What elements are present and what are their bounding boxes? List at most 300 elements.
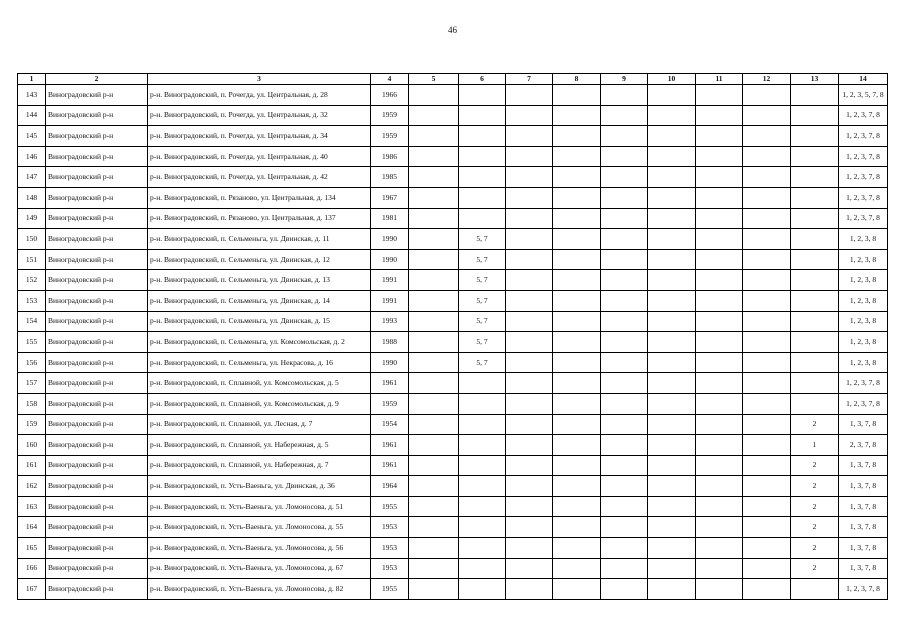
- district-cell: Виноградовский р-н: [46, 558, 148, 579]
- table-row: [18, 393, 888, 414]
- col14-cell: 1, 2, 3, 7, 8: [839, 167, 888, 188]
- col12-cell: [743, 332, 791, 353]
- row-number-cell: 156: [18, 352, 46, 373]
- address-cell: р-н. Виноградовский, п. Сплавной, ул. Набережная, д. 5: [148, 435, 371, 456]
- year-cell: 1955: [371, 579, 409, 600]
- year-cell: 1990: [371, 229, 409, 250]
- col9-cell: [601, 476, 648, 497]
- col10-cell: [648, 558, 696, 579]
- col11-cell: [696, 187, 743, 208]
- col5-cell: [409, 270, 459, 291]
- col11-cell: [696, 538, 743, 559]
- row-number-cell: 158: [18, 393, 46, 414]
- year-cell: 1993: [371, 311, 409, 332]
- col9-cell: [601, 393, 648, 414]
- table-row: [18, 373, 888, 394]
- col10-cell: [648, 290, 696, 311]
- address-cell: р-н. Виноградовский, п. Рочегда, ул. Центральная, д. 28: [148, 85, 371, 106]
- col10-cell: [648, 517, 696, 538]
- table-row: [18, 270, 888, 291]
- col9-cell: [601, 517, 648, 538]
- district-cell: Виноградовский р-н: [46, 414, 148, 435]
- column-header-10: 10: [648, 74, 696, 85]
- col10-cell: [648, 249, 696, 270]
- col9-cell: [601, 105, 648, 126]
- col10-cell: [648, 455, 696, 476]
- col7-cell: [506, 393, 553, 414]
- row-number-cell: 157: [18, 373, 46, 394]
- row-number-cell: 163: [18, 496, 46, 517]
- district-cell: Виноградовский р-н: [46, 290, 148, 311]
- col9-cell: [601, 167, 648, 188]
- col7-cell: [506, 187, 553, 208]
- year-cell: 1967: [371, 187, 409, 208]
- col7-cell: [506, 270, 553, 291]
- col5-cell: [409, 476, 459, 497]
- col7-cell: [506, 455, 553, 476]
- col7-cell: [506, 373, 553, 394]
- row-number-cell: 150: [18, 229, 46, 250]
- col9-cell: [601, 373, 648, 394]
- col12-cell: [743, 414, 791, 435]
- year-cell: 1991: [371, 270, 409, 291]
- col11-cell: [696, 455, 743, 476]
- column-header-12: 12: [743, 74, 791, 85]
- table-row: [18, 146, 888, 167]
- col7-cell: [506, 476, 553, 497]
- col13-cell: [791, 311, 839, 332]
- col6-cell: 5, 7: [459, 290, 506, 311]
- col5-cell: [409, 187, 459, 208]
- col10-cell: [648, 414, 696, 435]
- col10-cell: [648, 538, 696, 559]
- col12-cell: [743, 558, 791, 579]
- col13-cell: 2: [791, 517, 839, 538]
- col5-cell: [409, 290, 459, 311]
- district-cell: Виноградовский р-н: [46, 229, 148, 250]
- row-number-cell: 144: [18, 105, 46, 126]
- col13-cell: [791, 167, 839, 188]
- col11-cell: [696, 126, 743, 147]
- col13-cell: [791, 126, 839, 147]
- col9-cell: [601, 558, 648, 579]
- col8-cell: [553, 249, 601, 270]
- col5-cell: [409, 229, 459, 250]
- col13-cell: [791, 393, 839, 414]
- col13-cell: [791, 85, 839, 106]
- col7-cell: [506, 290, 553, 311]
- table-row: [18, 517, 888, 538]
- col12-cell: [743, 496, 791, 517]
- col8-cell: [553, 126, 601, 147]
- col9-cell: [601, 249, 648, 270]
- col6-cell: [459, 455, 506, 476]
- district-cell: Виноградовский р-н: [46, 455, 148, 476]
- col5-cell: [409, 435, 459, 456]
- table-row: [18, 332, 888, 353]
- col6-cell: [459, 579, 506, 600]
- col9-cell: [601, 229, 648, 250]
- col11-cell: [696, 496, 743, 517]
- year-cell: 1953: [371, 558, 409, 579]
- col9-cell: [601, 208, 648, 229]
- col14-cell: 1, 3, 7, 8: [839, 538, 888, 559]
- col9-cell: [601, 290, 648, 311]
- row-number-cell: 159: [18, 414, 46, 435]
- address-cell: р-н. Виноградовский, п. Сплавной, ул. Лесная, д. 7: [148, 414, 371, 435]
- col7-cell: [506, 579, 553, 600]
- col8-cell: [553, 373, 601, 394]
- table-row: [18, 85, 888, 106]
- district-cell: Виноградовский р-н: [46, 146, 148, 167]
- row-number-cell: 162: [18, 476, 46, 497]
- row-number-cell: 143: [18, 85, 46, 106]
- col8-cell: [553, 311, 601, 332]
- col6-cell: [459, 414, 506, 435]
- col11-cell: [696, 208, 743, 229]
- col11-cell: [696, 373, 743, 394]
- col14-cell: 1, 3, 7, 8: [839, 517, 888, 538]
- year-cell: 1990: [371, 352, 409, 373]
- table-row: [18, 558, 888, 579]
- year-cell: 1954: [371, 414, 409, 435]
- col13-cell: [791, 229, 839, 250]
- col12-cell: [743, 229, 791, 250]
- col9-cell: [601, 414, 648, 435]
- year-cell: 1986: [371, 146, 409, 167]
- district-cell: Виноградовский р-н: [46, 579, 148, 600]
- year-cell: 1990: [371, 249, 409, 270]
- col12-cell: [743, 85, 791, 106]
- col10-cell: [648, 208, 696, 229]
- table-row: [18, 435, 888, 456]
- district-cell: Виноградовский р-н: [46, 476, 148, 497]
- row-number-cell: 165: [18, 538, 46, 559]
- col13-cell: [791, 579, 839, 600]
- table-row: [18, 414, 888, 435]
- address-cell: р-н. Виноградовский, п. Рочегда, ул. Центральная, д. 42: [148, 167, 371, 188]
- table-row: [18, 187, 888, 208]
- col12-cell: [743, 126, 791, 147]
- col6-cell: 5, 7: [459, 352, 506, 373]
- col8-cell: [553, 435, 601, 456]
- col14-cell: 2, 3, 7, 8: [839, 435, 888, 456]
- table-row: [18, 579, 888, 600]
- col9-cell: [601, 455, 648, 476]
- col10-cell: [648, 167, 696, 188]
- col13-cell: [791, 146, 839, 167]
- col8-cell: [553, 146, 601, 167]
- col13-cell: [791, 105, 839, 126]
- district-cell: Виноградовский р-н: [46, 332, 148, 353]
- district-cell: Виноградовский р-н: [46, 85, 148, 106]
- district-cell: Виноградовский р-н: [46, 105, 148, 126]
- address-cell: р-н. Виноградовский, п. Усть-Ваеньга, ул. Ломоносова, д. 82: [148, 579, 371, 600]
- col13-cell: 2: [791, 476, 839, 497]
- col7-cell: [506, 558, 553, 579]
- col12-cell: [743, 476, 791, 497]
- address-cell: р-н. Виноградовский, п. Рязаново, ул. Центральная, д. 134: [148, 187, 371, 208]
- col10-cell: [648, 85, 696, 106]
- col6-cell: 5, 7: [459, 249, 506, 270]
- col6-cell: [459, 373, 506, 394]
- district-cell: Виноградовский р-н: [46, 435, 148, 456]
- district-cell: Виноградовский р-н: [46, 352, 148, 373]
- table-row: [18, 352, 888, 373]
- col8-cell: [553, 332, 601, 353]
- address-cell: р-н. Виноградовский, п. Усть-Ваеньга, ул. Двинская, д. 36: [148, 476, 371, 497]
- table-row: [18, 496, 888, 517]
- col13-cell: 2: [791, 455, 839, 476]
- address-cell: р-н. Виноградовский, п. Усть-Ваеньга, ул. Ломоносова, д. 51: [148, 496, 371, 517]
- col12-cell: [743, 538, 791, 559]
- column-header-11: 11: [696, 74, 743, 85]
- col7-cell: [506, 249, 553, 270]
- row-number-cell: 160: [18, 435, 46, 456]
- col10-cell: [648, 105, 696, 126]
- col7-cell: [506, 167, 553, 188]
- district-cell: Виноградовский р-н: [46, 126, 148, 147]
- col10-cell: [648, 146, 696, 167]
- table-row: [18, 105, 888, 126]
- col14-cell: 1, 3, 7, 8: [839, 414, 888, 435]
- address-cell: р-н. Виноградовский, п. Сельменьга, ул. Двинская, д. 14: [148, 290, 371, 311]
- col14-cell: 1, 2, 3, 7, 8: [839, 126, 888, 147]
- col8-cell: [553, 496, 601, 517]
- district-cell: Виноградовский р-н: [46, 208, 148, 229]
- col11-cell: [696, 579, 743, 600]
- header-row: [18, 74, 888, 85]
- col6-cell: [459, 538, 506, 559]
- col5-cell: [409, 249, 459, 270]
- district-cell: Виноградовский р-н: [46, 393, 148, 414]
- col12-cell: [743, 249, 791, 270]
- col10-cell: [648, 311, 696, 332]
- col8-cell: [553, 229, 601, 250]
- col12-cell: [743, 270, 791, 291]
- year-cell: 1961: [371, 455, 409, 476]
- col14-cell: 1, 3, 7, 8: [839, 496, 888, 517]
- table-row: [18, 249, 888, 270]
- row-number-cell: 149: [18, 208, 46, 229]
- col11-cell: [696, 352, 743, 373]
- col10-cell: [648, 126, 696, 147]
- col11-cell: [696, 435, 743, 456]
- year-cell: 1991: [371, 290, 409, 311]
- col5-cell: [409, 373, 459, 394]
- col11-cell: [696, 311, 743, 332]
- district-cell: Виноградовский р-н: [46, 311, 148, 332]
- col5-cell: [409, 105, 459, 126]
- col9-cell: [601, 435, 648, 456]
- col8-cell: [553, 270, 601, 291]
- col8-cell: [553, 167, 601, 188]
- col9-cell: [601, 187, 648, 208]
- address-cell: р-н. Виноградовский, п. Сплавной, ул. Комсомольская, д. 9: [148, 393, 371, 414]
- col12-cell: [743, 455, 791, 476]
- col7-cell: [506, 414, 553, 435]
- col12-cell: [743, 311, 791, 332]
- col14-cell: 1, 2, 3, 8: [839, 229, 888, 250]
- district-cell: Виноградовский р-н: [46, 249, 148, 270]
- address-cell: р-н. Виноградовский, п. Усть-Ваеньга, ул. Ломоносова, д. 56: [148, 538, 371, 559]
- col6-cell: [459, 476, 506, 497]
- col5-cell: [409, 332, 459, 353]
- table-row: [18, 167, 888, 188]
- address-cell: р-н. Виноградовский, п. Сельменьга, ул. Двинская, д. 11: [148, 229, 371, 250]
- col7-cell: [506, 538, 553, 559]
- col13-cell: [791, 187, 839, 208]
- year-cell: 1985: [371, 167, 409, 188]
- col10-cell: [648, 373, 696, 394]
- housing-table: [17, 73, 888, 600]
- year-cell: 1959: [371, 126, 409, 147]
- year-cell: 1961: [371, 435, 409, 456]
- row-number-cell: 153: [18, 290, 46, 311]
- col6-cell: [459, 105, 506, 126]
- year-cell: 1959: [371, 393, 409, 414]
- col7-cell: [506, 208, 553, 229]
- row-number-cell: 166: [18, 558, 46, 579]
- address-cell: р-н. Виноградовский, п. Сельменьга, ул. Двинская, д. 12: [148, 249, 371, 270]
- col7-cell: [506, 229, 553, 250]
- col7-cell: [506, 311, 553, 332]
- col6-cell: [459, 146, 506, 167]
- col12-cell: [743, 208, 791, 229]
- page-number: 46: [448, 25, 457, 35]
- col6-cell: [459, 208, 506, 229]
- address-cell: р-н. Виноградовский, п. Рочегда, ул. Центральная, д. 40: [148, 146, 371, 167]
- address-cell: р-н. Виноградовский, п. Сплавной, ул. Комсомольская, д. 5: [148, 373, 371, 394]
- row-number-cell: 145: [18, 126, 46, 147]
- table-row: [18, 476, 888, 497]
- address-cell: р-н. Виноградовский, п. Усть-Ваеньга, ул. Ломоносова, д. 55: [148, 517, 371, 538]
- col10-cell: [648, 187, 696, 208]
- col11-cell: [696, 558, 743, 579]
- col9-cell: [601, 270, 648, 291]
- col6-cell: 5, 7: [459, 270, 506, 291]
- col14-cell: 1, 2, 3, 8: [839, 270, 888, 291]
- col10-cell: [648, 229, 696, 250]
- col9-cell: [601, 496, 648, 517]
- col7-cell: [506, 352, 553, 373]
- col14-cell: 1, 2, 3, 7, 8: [839, 105, 888, 126]
- col11-cell: [696, 476, 743, 497]
- col6-cell: [459, 517, 506, 538]
- address-cell: р-н. Виноградовский, п. Рочегда, ул. Центральная, д. 34: [148, 126, 371, 147]
- col5-cell: [409, 167, 459, 188]
- col14-cell: 1, 2, 3, 7, 8: [839, 393, 888, 414]
- col13-cell: [791, 373, 839, 394]
- col7-cell: [506, 496, 553, 517]
- column-header-13: 13: [791, 74, 839, 85]
- col13-cell: [791, 290, 839, 311]
- col8-cell: [553, 208, 601, 229]
- col6-cell: [459, 435, 506, 456]
- col14-cell: 1, 3, 7, 8: [839, 558, 888, 579]
- year-cell: 1988: [371, 332, 409, 353]
- col11-cell: [696, 517, 743, 538]
- col12-cell: [743, 435, 791, 456]
- table-row: [18, 290, 888, 311]
- col5-cell: [409, 414, 459, 435]
- col11-cell: [696, 270, 743, 291]
- col5-cell: [409, 352, 459, 373]
- col5-cell: [409, 558, 459, 579]
- col8-cell: [553, 290, 601, 311]
- col14-cell: 1, 2, 3, 7, 8: [839, 373, 888, 394]
- col14-cell: 1, 2, 3, 8: [839, 290, 888, 311]
- col5-cell: [409, 455, 459, 476]
- col10-cell: [648, 332, 696, 353]
- address-cell: р-н. Виноградовский, п. Рязаново, ул. Центральная, д. 137: [148, 208, 371, 229]
- district-cell: Виноградовский р-н: [46, 167, 148, 188]
- col8-cell: [553, 455, 601, 476]
- col13-cell: [791, 332, 839, 353]
- year-cell: 1964: [371, 476, 409, 497]
- col12-cell: [743, 579, 791, 600]
- col8-cell: [553, 105, 601, 126]
- column-header-4: 4: [371, 74, 409, 85]
- col7-cell: [506, 85, 553, 106]
- column-header-9: 9: [601, 74, 648, 85]
- col7-cell: [506, 126, 553, 147]
- col12-cell: [743, 352, 791, 373]
- row-number-cell: 164: [18, 517, 46, 538]
- col10-cell: [648, 352, 696, 373]
- year-cell: 1953: [371, 517, 409, 538]
- column-header-2: 2: [46, 74, 148, 85]
- col9-cell: [601, 579, 648, 600]
- col8-cell: [553, 517, 601, 538]
- col14-cell: 1, 2, 3, 7, 8: [839, 187, 888, 208]
- col13-cell: [791, 352, 839, 373]
- col10-cell: [648, 476, 696, 497]
- col6-cell: [459, 126, 506, 147]
- col6-cell: 5, 7: [459, 229, 506, 250]
- table-row: [18, 229, 888, 250]
- col12-cell: [743, 167, 791, 188]
- row-number-cell: 161: [18, 455, 46, 476]
- row-number-cell: 146: [18, 146, 46, 167]
- col9-cell: [601, 85, 648, 106]
- col5-cell: [409, 126, 459, 147]
- col10-cell: [648, 270, 696, 291]
- district-cell: Виноградовский р-н: [46, 373, 148, 394]
- col13-cell: [791, 249, 839, 270]
- year-cell: 1961: [371, 373, 409, 394]
- col11-cell: [696, 414, 743, 435]
- column-header-7: 7: [506, 74, 553, 85]
- col6-cell: [459, 558, 506, 579]
- col14-cell: 1, 2, 3, 7, 8: [839, 579, 888, 600]
- col8-cell: [553, 352, 601, 373]
- col14-cell: 1, 2, 3, 8: [839, 311, 888, 332]
- table-row: [18, 311, 888, 332]
- row-number-cell: 148: [18, 187, 46, 208]
- col14-cell: 1, 2, 3, 8: [839, 249, 888, 270]
- col7-cell: [506, 332, 553, 353]
- col14-cell: 1, 2, 3, 7, 8: [839, 208, 888, 229]
- year-cell: 1953: [371, 538, 409, 559]
- address-cell: р-н. Виноградовский, п. Сельменьга, ул. Двинская, д. 15: [148, 311, 371, 332]
- col12-cell: [743, 517, 791, 538]
- col5-cell: [409, 85, 459, 106]
- year-cell: 1981: [371, 208, 409, 229]
- col6-cell: [459, 167, 506, 188]
- table-body: [18, 85, 888, 600]
- address-cell: р-н. Виноградовский, п. Сельменьга, ул. Некрасова, д. 16: [148, 352, 371, 373]
